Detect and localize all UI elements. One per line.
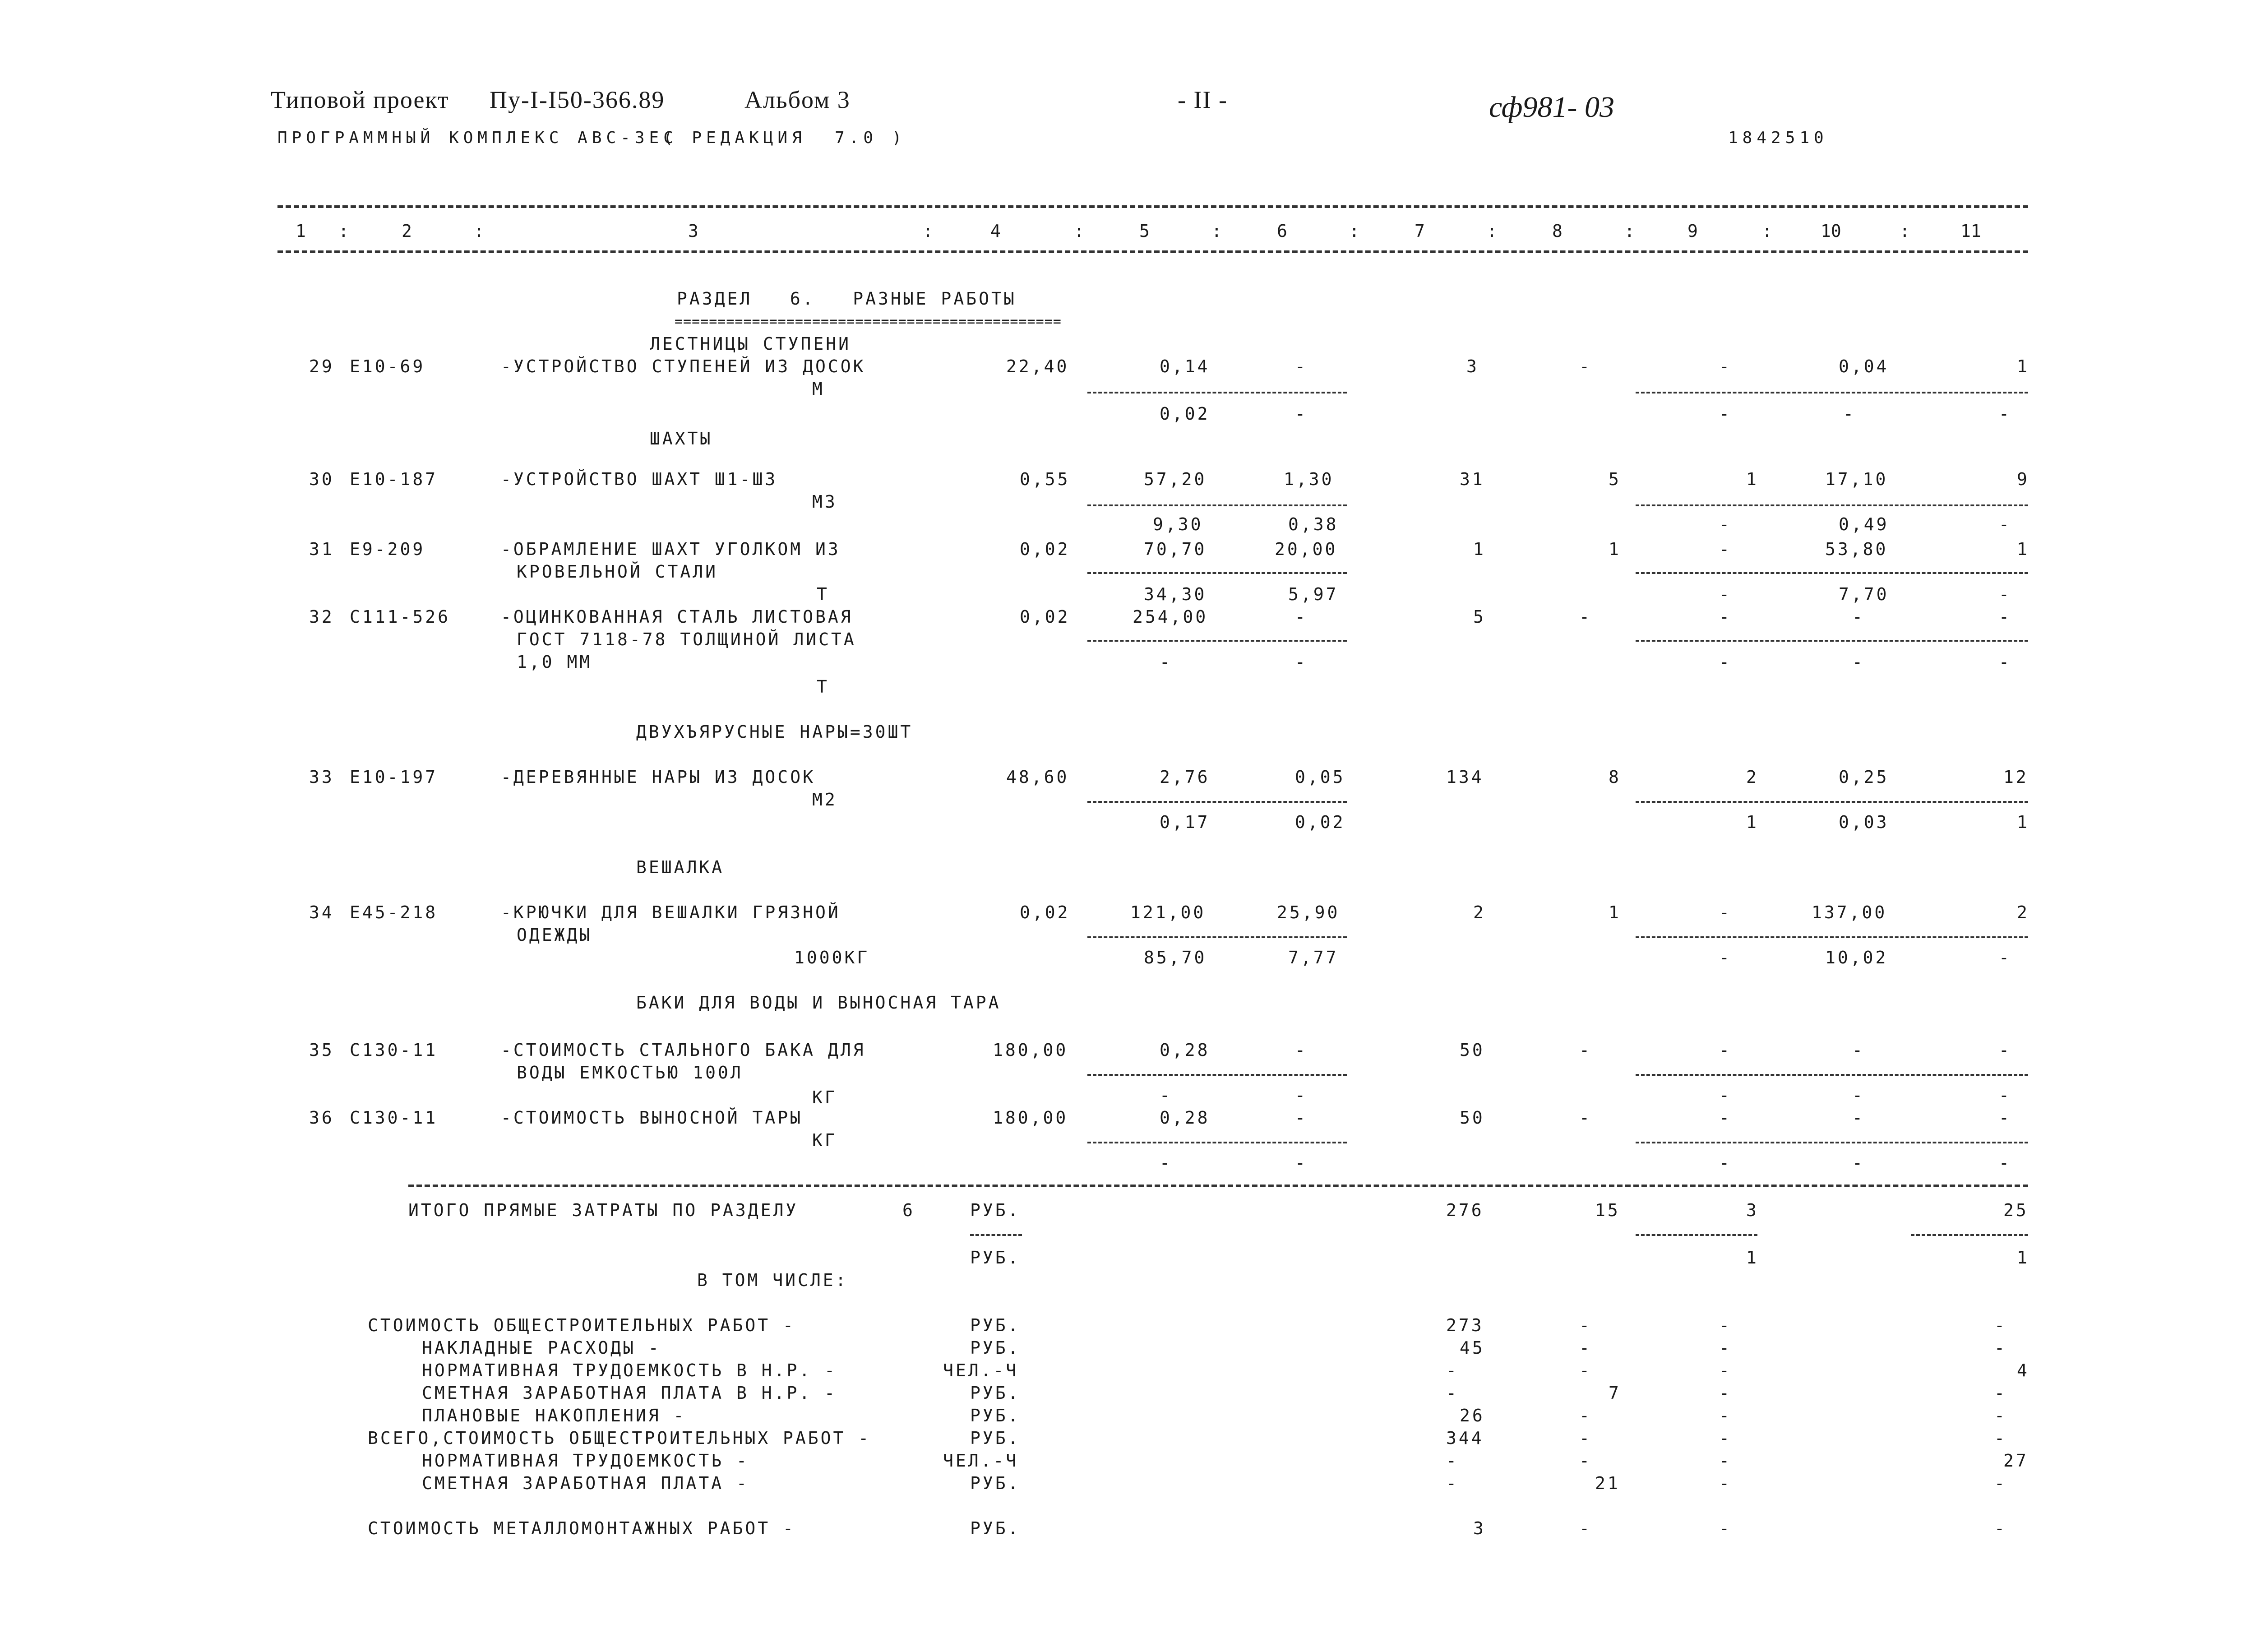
summary-c11: - [1994, 1518, 2007, 1538]
row-32-rule [1087, 640, 1347, 642]
summary-c7: - [1446, 1473, 1459, 1493]
row-29-c5b: 0,02 [1160, 404, 1210, 424]
software-label: ПРОГРАММНЫЙ КОМПЛЕКС АВС-3ЕС [277, 129, 678, 147]
col-sep: : [1487, 221, 1497, 241]
row-33-c9a: 2 [1746, 767, 1759, 787]
col-sep: : [923, 221, 933, 241]
document-number: 1842510 [1728, 129, 1828, 147]
row-32-c8: - [1579, 607, 1592, 627]
row-30-no: 30 [309, 469, 334, 489]
project-code: Пу-I-I50-366.89 [490, 86, 665, 113]
row-32-c6a: - [1295, 607, 1308, 627]
row-35-c9b: - [1719, 1085, 1732, 1105]
row-34-unit: 1000КГ [794, 948, 870, 967]
row-32-c6b: - [1295, 652, 1308, 672]
row-32-c9a: - [1719, 607, 1732, 627]
summary-unit: РУБ. [970, 1406, 1021, 1425]
row-30-unit: М3 [812, 492, 837, 512]
row-30-qty: 0,55 [1020, 469, 1070, 489]
col-sep: : [1074, 221, 1084, 241]
row-36-qty: 180,00 [993, 1108, 1068, 1128]
summary-unit: РУБ. [970, 1383, 1021, 1403]
row-31-unit: Т [817, 584, 829, 604]
row-34-name-cont: ОДЕЖДЫ [517, 925, 592, 945]
row-35-qty: 180,00 [993, 1040, 1068, 1060]
col-header-1: 1 [296, 221, 306, 241]
row-35-no: 35 [309, 1040, 334, 1060]
row-31-c6a: 20,00 [1275, 539, 1338, 559]
row-36-c9a: - [1719, 1108, 1732, 1128]
totals-unit: РУБ. [970, 1200, 1021, 1220]
row-33-c5a: 2,76 [1160, 767, 1210, 787]
summary-c8: - [1579, 1360, 1592, 1380]
summary-c9: - [1719, 1406, 1732, 1425]
totals-c11a: 25 [2003, 1200, 2029, 1220]
row-31-code: Е9-209 [350, 539, 425, 559]
row-33-no: 33 [309, 767, 334, 787]
row-32-c11b: - [1999, 652, 2011, 672]
col-sep: : [338, 221, 349, 241]
column-header-row [277, 217, 2028, 248]
summary-c9: - [1719, 1383, 1732, 1403]
row-35-name-cont: ВОДЫ ЕМКОСТЬЮ 100Л [517, 1063, 743, 1083]
summary-unit: РУБ. [970, 1338, 1021, 1358]
summary-c9: - [1719, 1428, 1732, 1448]
row-34-name: -КРЮЧКИ ДЛЯ ВЕШАЛКИ ГРЯЗНОЙ [501, 902, 841, 922]
row-33-c5b: 0,17 [1160, 812, 1210, 832]
row-35-c10a: - [1852, 1040, 1865, 1060]
row-36-c11a: - [1999, 1108, 2011, 1128]
row-33-qty: 48,60 [1006, 767, 1069, 787]
row-34-c10a: 137,00 [1812, 902, 1887, 922]
row-36-rule [1087, 1142, 1347, 1143]
totals-c7: 276 [1446, 1200, 1484, 1220]
row-33-c7: 134 [1446, 767, 1484, 787]
summary-c11: 4 [2017, 1360, 2029, 1380]
summary-c11: - [1994, 1473, 2007, 1493]
row-35-c7: 50 [1460, 1040, 1485, 1060]
row-35-c11a: - [1999, 1040, 2011, 1060]
row-29-c7: 3 [1466, 356, 1479, 376]
row-35-code: С130-11 [350, 1040, 438, 1060]
row-30-rule [1087, 504, 1347, 506]
row-32-no: 32 [309, 607, 334, 627]
row-29-rule [1087, 392, 1347, 393]
row-35-c6b: - [1295, 1085, 1308, 1105]
col-sep: : [474, 221, 484, 241]
header-bottom-rule [277, 250, 2028, 253]
row-31-rule [1636, 572, 2028, 574]
row-31-no: 31 [309, 539, 334, 559]
row-33-c11a: 12 [2003, 767, 2029, 787]
row-30-c11a: 9 [2017, 469, 2029, 489]
row-29-code: Е10-69 [350, 356, 425, 376]
row-30-c10a: 17,10 [1825, 469, 1888, 489]
row-31-c9a: - [1719, 539, 1732, 559]
row-31-c9b: - [1719, 584, 1732, 604]
row-34-rule [1087, 936, 1347, 938]
totals-c9a: 3 [1746, 1200, 1759, 1220]
row-33-c10b: 0,03 [1839, 812, 1889, 832]
summary-c8: - [1579, 1338, 1592, 1358]
project-label: Типовой проект [271, 86, 449, 113]
row-31-c5a: 70,70 [1144, 539, 1207, 559]
row-35-c5b: - [1160, 1085, 1172, 1105]
row-34-c11a: 2 [2017, 902, 2029, 922]
totals-unit-2: РУБ. [970, 1248, 1021, 1268]
row-33-c8: 8 [1609, 767, 1621, 787]
row-34-code: Е45-218 [350, 902, 438, 922]
summary-c8: - [1579, 1315, 1592, 1335]
totals-label: ИТОГО ПРЯМЫЕ ЗАТРАТЫ ПО РАЗДЕЛУ [408, 1200, 799, 1220]
row-36-code: С130-11 [350, 1108, 438, 1128]
col-sep: : [1349, 221, 1359, 241]
col-header-5: 5 [1139, 221, 1150, 241]
row-31-name: -ОБРАМЛЕНИЕ ШАХТ УГОЛКОМ ИЗ [501, 539, 841, 559]
row-32-c10b: - [1852, 652, 1865, 672]
col-header-3: 3 [688, 221, 698, 241]
summary-c7: 344 [1446, 1428, 1484, 1448]
row-35-c6a: - [1295, 1040, 1308, 1060]
row-31-c7: 1 [1473, 539, 1486, 559]
row-32-c11a: - [1999, 607, 2011, 627]
summary-c8: 21 [1595, 1473, 1620, 1493]
row-36-c10b: - [1852, 1153, 1865, 1173]
row-29-c9b: - [1719, 404, 1732, 424]
totals-c8: 15 [1595, 1200, 1620, 1220]
totals-rule [1911, 1234, 2028, 1236]
header-top-rule [277, 205, 2028, 208]
row-33-rule [1636, 801, 2028, 803]
summary-label: НОРМАТИВНАЯ ТРУДОЕМКОСТЬ - [422, 1451, 749, 1471]
summary-c8: - [1579, 1406, 1592, 1425]
row-29-c10a: 0,04 [1839, 356, 1889, 376]
row-36-c6a: - [1295, 1108, 1308, 1128]
row-34-c6a: 25,90 [1277, 902, 1340, 922]
revision-label: ( РЕДАКЦИЯ 7.0 ) [663, 129, 906, 147]
row-30-rule [1636, 504, 2028, 506]
row-33-name: -ДЕРЕВЯННЫЕ НАРЫ ИЗ ДОСОК [501, 767, 815, 787]
album-label: Альбом 3 [744, 86, 851, 113]
row-36-c7: 50 [1460, 1108, 1485, 1128]
summary-unit: РУБ. [970, 1428, 1021, 1448]
summary-unit: ЧЕЛ.-Ч [943, 1360, 1019, 1380]
row-31-qty: 0,02 [1020, 539, 1070, 559]
summary-c9: - [1719, 1451, 1732, 1471]
row-30-c9b: - [1719, 514, 1732, 534]
row-33-c10a: 0,25 [1839, 767, 1889, 787]
col-header-9: 9 [1687, 221, 1698, 241]
summary-c11: - [1994, 1315, 2007, 1335]
row-36-c11b: - [1999, 1153, 2011, 1173]
summary-c7: 26 [1460, 1406, 1485, 1425]
row-33-c9b: 1 [1746, 812, 1759, 832]
summary-c11: - [1994, 1338, 2007, 1358]
row-33-rule [1087, 801, 1347, 803]
row-35-c10b: - [1852, 1085, 1865, 1105]
row-33-unit: М2 [812, 790, 837, 810]
totals-unit-rule [970, 1234, 1022, 1236]
row-30-c10b: 0,49 [1839, 514, 1889, 534]
summary-label: СМЕТНАЯ ЗАРАБОТНАЯ ПЛАТА В Н.Р. - [422, 1383, 837, 1403]
row-31-c8: 1 [1609, 539, 1621, 559]
row-34-c7: 2 [1473, 902, 1486, 922]
row-32-name-cont: 1,0 ММ [517, 652, 592, 672]
row-30-c8: 5 [1609, 469, 1621, 489]
row-36-c8: - [1579, 1108, 1592, 1128]
row-31-c10a: 53,80 [1825, 539, 1888, 559]
row-33-code: Е10-197 [350, 767, 438, 787]
summary-label: СТОИМОСТЬ МЕТАЛЛОМОНТАЖНЫХ РАБОТ - [368, 1518, 795, 1538]
row-32-unit: Т [817, 677, 829, 697]
row-30-name: -УСТРОЙСТВО ШАХТ Ш1-Ш3 [501, 469, 778, 489]
row-31-c10b: 7,70 [1839, 584, 1889, 604]
row-34-rule [1636, 936, 2028, 938]
group-title-tanks: БАКИ ДЛЯ ВОДЫ И ВЫНОСНАЯ ТАРА [636, 993, 1001, 1013]
row-29-qty: 22,40 [1006, 356, 1069, 376]
row-36-c5b: - [1160, 1153, 1172, 1173]
row-32-c10a: - [1852, 607, 1865, 627]
col-sep: : [1211, 221, 1222, 241]
row-29-unit: М [812, 379, 825, 399]
row-29-c6a: - [1295, 356, 1308, 376]
summary-c7: - [1446, 1383, 1459, 1403]
summary-c11: - [1994, 1406, 2007, 1425]
row-32-c5a: 254,00 [1133, 607, 1208, 627]
row-35-rule [1087, 1074, 1347, 1076]
row-35-c9a: - [1719, 1040, 1732, 1060]
row-34-c11b: - [1999, 948, 2011, 967]
row-32-rule [1636, 640, 2028, 642]
col-header-10: 10 [1821, 221, 1841, 241]
row-31-name-cont: КРОВЕЛЬНОЙ СТАЛИ [517, 562, 718, 582]
col-sep: : [1900, 221, 1910, 241]
row-34-c9b: - [1719, 948, 1732, 967]
summary-c8: 7 [1609, 1383, 1621, 1403]
summary-c9: - [1719, 1473, 1732, 1493]
row-29-c11b: - [1999, 404, 2011, 424]
row-36-c9b: - [1719, 1153, 1732, 1173]
summary-c11: - [1994, 1383, 2007, 1403]
row-29-no: 29 [309, 356, 334, 376]
totals-section-no: 6 [902, 1200, 915, 1220]
summary-c9: - [1719, 1518, 1732, 1538]
row-33-c6a: 0,05 [1295, 767, 1345, 787]
summary-c7: - [1446, 1360, 1459, 1380]
summary-label: СТОИМОСТЬ ОБЩЕСТРОИТЕЛЬНЫХ РАБОТ - [368, 1315, 795, 1335]
row-36-name: -СТОИМОСТЬ ВЫНОСНОЙ ТАРЫ [501, 1108, 803, 1128]
row-30-c6b: 0,38 [1288, 514, 1339, 534]
summary-label: СМЕТНАЯ ЗАРАБОТНАЯ ПЛАТА - [422, 1473, 749, 1493]
page-number: - II - [1178, 86, 1228, 113]
summary-unit: РУБ. [970, 1315, 1021, 1335]
summary-c7: 3 [1473, 1518, 1486, 1538]
row-31-c11a: 1 [2017, 539, 2029, 559]
col-header-8: 8 [1552, 221, 1563, 241]
totals-c11b: 1 [2017, 1248, 2029, 1268]
row-31-c11b: - [1999, 584, 2011, 604]
col-header-7: 7 [1415, 221, 1425, 241]
summary-c9: - [1719, 1360, 1732, 1380]
summary-label: НОРМАТИВНАЯ ТРУДОЕМКОСТЬ В Н.Р. - [422, 1360, 837, 1380]
row-29-c5a: 0,14 [1160, 356, 1210, 376]
row-36-unit: КГ [812, 1130, 837, 1150]
summary-c8: - [1579, 1451, 1592, 1471]
row-30-c9a: 1 [1746, 469, 1759, 489]
summary-c7: 273 [1446, 1315, 1484, 1335]
row-30-c5a: 57,20 [1144, 469, 1207, 489]
group-title-bunks: ДВУХЪЯРУСНЫЕ НАРЫ=30ШТ [636, 722, 913, 742]
group-title-shafts: ШАХТЫ [650, 429, 713, 449]
summary-label: НАКЛАДНЫЕ РАСХОДЫ - [422, 1338, 661, 1358]
row-35-c11b: - [1999, 1085, 2011, 1105]
row-36-c10a: - [1852, 1108, 1865, 1128]
row-35-c8: - [1579, 1040, 1592, 1060]
row-32-c9b: - [1719, 652, 1732, 672]
row-34-c10b: 10,02 [1825, 948, 1888, 967]
row-30-c6a: 1,30 [1284, 469, 1334, 489]
row-34-c6b: 7,77 [1288, 948, 1339, 967]
row-32-qty: 0,02 [1020, 607, 1070, 627]
section-title: РАЗДЕЛ 6. РАЗНЫЕ РАБОТЫ [677, 289, 1017, 309]
totals-including: В ТОМ ЧИСЛЕ: [697, 1270, 848, 1290]
row-29-c10b: - [1843, 404, 1856, 424]
col-header-4: 4 [990, 221, 1001, 241]
row-34-qty: 0,02 [1020, 902, 1070, 922]
row-30-code: Е10-187 [350, 469, 438, 489]
summary-label: ПЛАНОВЫЕ НАКОПЛЕНИЯ - [422, 1406, 686, 1425]
row-29-c6b: - [1295, 404, 1308, 424]
summary-unit: РУБ. [970, 1518, 1021, 1538]
summary-label: ВСЕГО,СТОИМОСТЬ ОБЩЕСТРОИТЕЛЬНЫХ РАБОТ - [368, 1428, 871, 1448]
row-36-c6b: - [1295, 1153, 1308, 1173]
row-36-no: 36 [309, 1108, 334, 1128]
summary-c11: - [1994, 1428, 2007, 1448]
summary-c9: - [1719, 1338, 1732, 1358]
row-29-c8: - [1579, 356, 1592, 376]
row-32-name: -ОЦИНКОВАННАЯ СТАЛЬ ЛИСТОВАЯ [501, 607, 853, 627]
row-34-c8: 1 [1609, 902, 1621, 922]
row-32-name-cont: ГОСТ 7118-78 ТОЛЩИНОЙ ЛИСТА [517, 629, 856, 649]
col-header-2: 2 [402, 221, 412, 241]
summary-c8: - [1579, 1518, 1592, 1538]
row-35-unit: КГ [812, 1087, 837, 1107]
row-32-c7: 5 [1473, 607, 1486, 627]
row-29-name: -УСТРОЙСТВО СТУПЕНЕЙ ИЗ ДОСОК [501, 356, 866, 376]
row-31-c5b: 34,30 [1144, 584, 1207, 604]
row-34-no: 34 [309, 902, 334, 922]
summary-c11: 27 [2003, 1451, 2029, 1471]
section-title-underline: ============================================= [675, 314, 1062, 329]
document-stamp: сф981- 03 [1489, 91, 1614, 124]
row-35-name: -СТОИМОСТЬ СТАЛЬНОГО БАКА ДЛЯ [501, 1040, 866, 1060]
totals-c9b: 1 [1746, 1248, 1759, 1268]
row-32-c5b: - [1160, 652, 1172, 672]
row-36-rule [1636, 1142, 2028, 1143]
row-33-c6b: 0,02 [1295, 812, 1345, 832]
row-29-c9a: - [1719, 356, 1732, 376]
summary-c7: 45 [1460, 1338, 1485, 1358]
row-30-c5b: 9,30 [1153, 514, 1203, 534]
summary-unit: ЧЕЛ.-Ч [943, 1451, 1019, 1471]
row-32-code: С111-526 [350, 607, 451, 627]
row-33-c11b: 1 [2017, 812, 2029, 832]
row-29-rule [1636, 392, 2028, 393]
row-35-rule [1636, 1074, 2028, 1076]
col-header-11: 11 [1960, 221, 1981, 241]
row-30-c7: 31 [1460, 469, 1485, 489]
group-title-stairs: ЛЕСТНИЦЫ СТУПЕНИ [650, 334, 851, 354]
row-29-c11a: 1 [2017, 356, 2029, 376]
col-header-6: 6 [1277, 221, 1287, 241]
summary-c9: - [1719, 1315, 1732, 1335]
summary-unit: РУБ. [970, 1473, 1021, 1493]
row-34-c5b: 85,70 [1144, 948, 1207, 967]
row-30-c11b: - [1999, 514, 2011, 534]
group-title-hanger: ВЕШАЛКА [636, 857, 725, 877]
summary-c7: - [1446, 1451, 1459, 1471]
row-34-c5a: 121,00 [1130, 902, 1206, 922]
row-35-c5a: 0,28 [1160, 1040, 1210, 1060]
col-sep: : [1624, 221, 1635, 241]
row-36-c5a: 0,28 [1160, 1108, 1210, 1128]
col-sep: : [1762, 221, 1772, 241]
summary-c8: - [1579, 1428, 1592, 1448]
row-31-rule [1087, 572, 1347, 574]
totals-top-rule [408, 1185, 2028, 1187]
totals-rule [1636, 1234, 1757, 1236]
row-31-c6b: 5,97 [1288, 584, 1339, 604]
row-34-c9a: - [1719, 902, 1732, 922]
